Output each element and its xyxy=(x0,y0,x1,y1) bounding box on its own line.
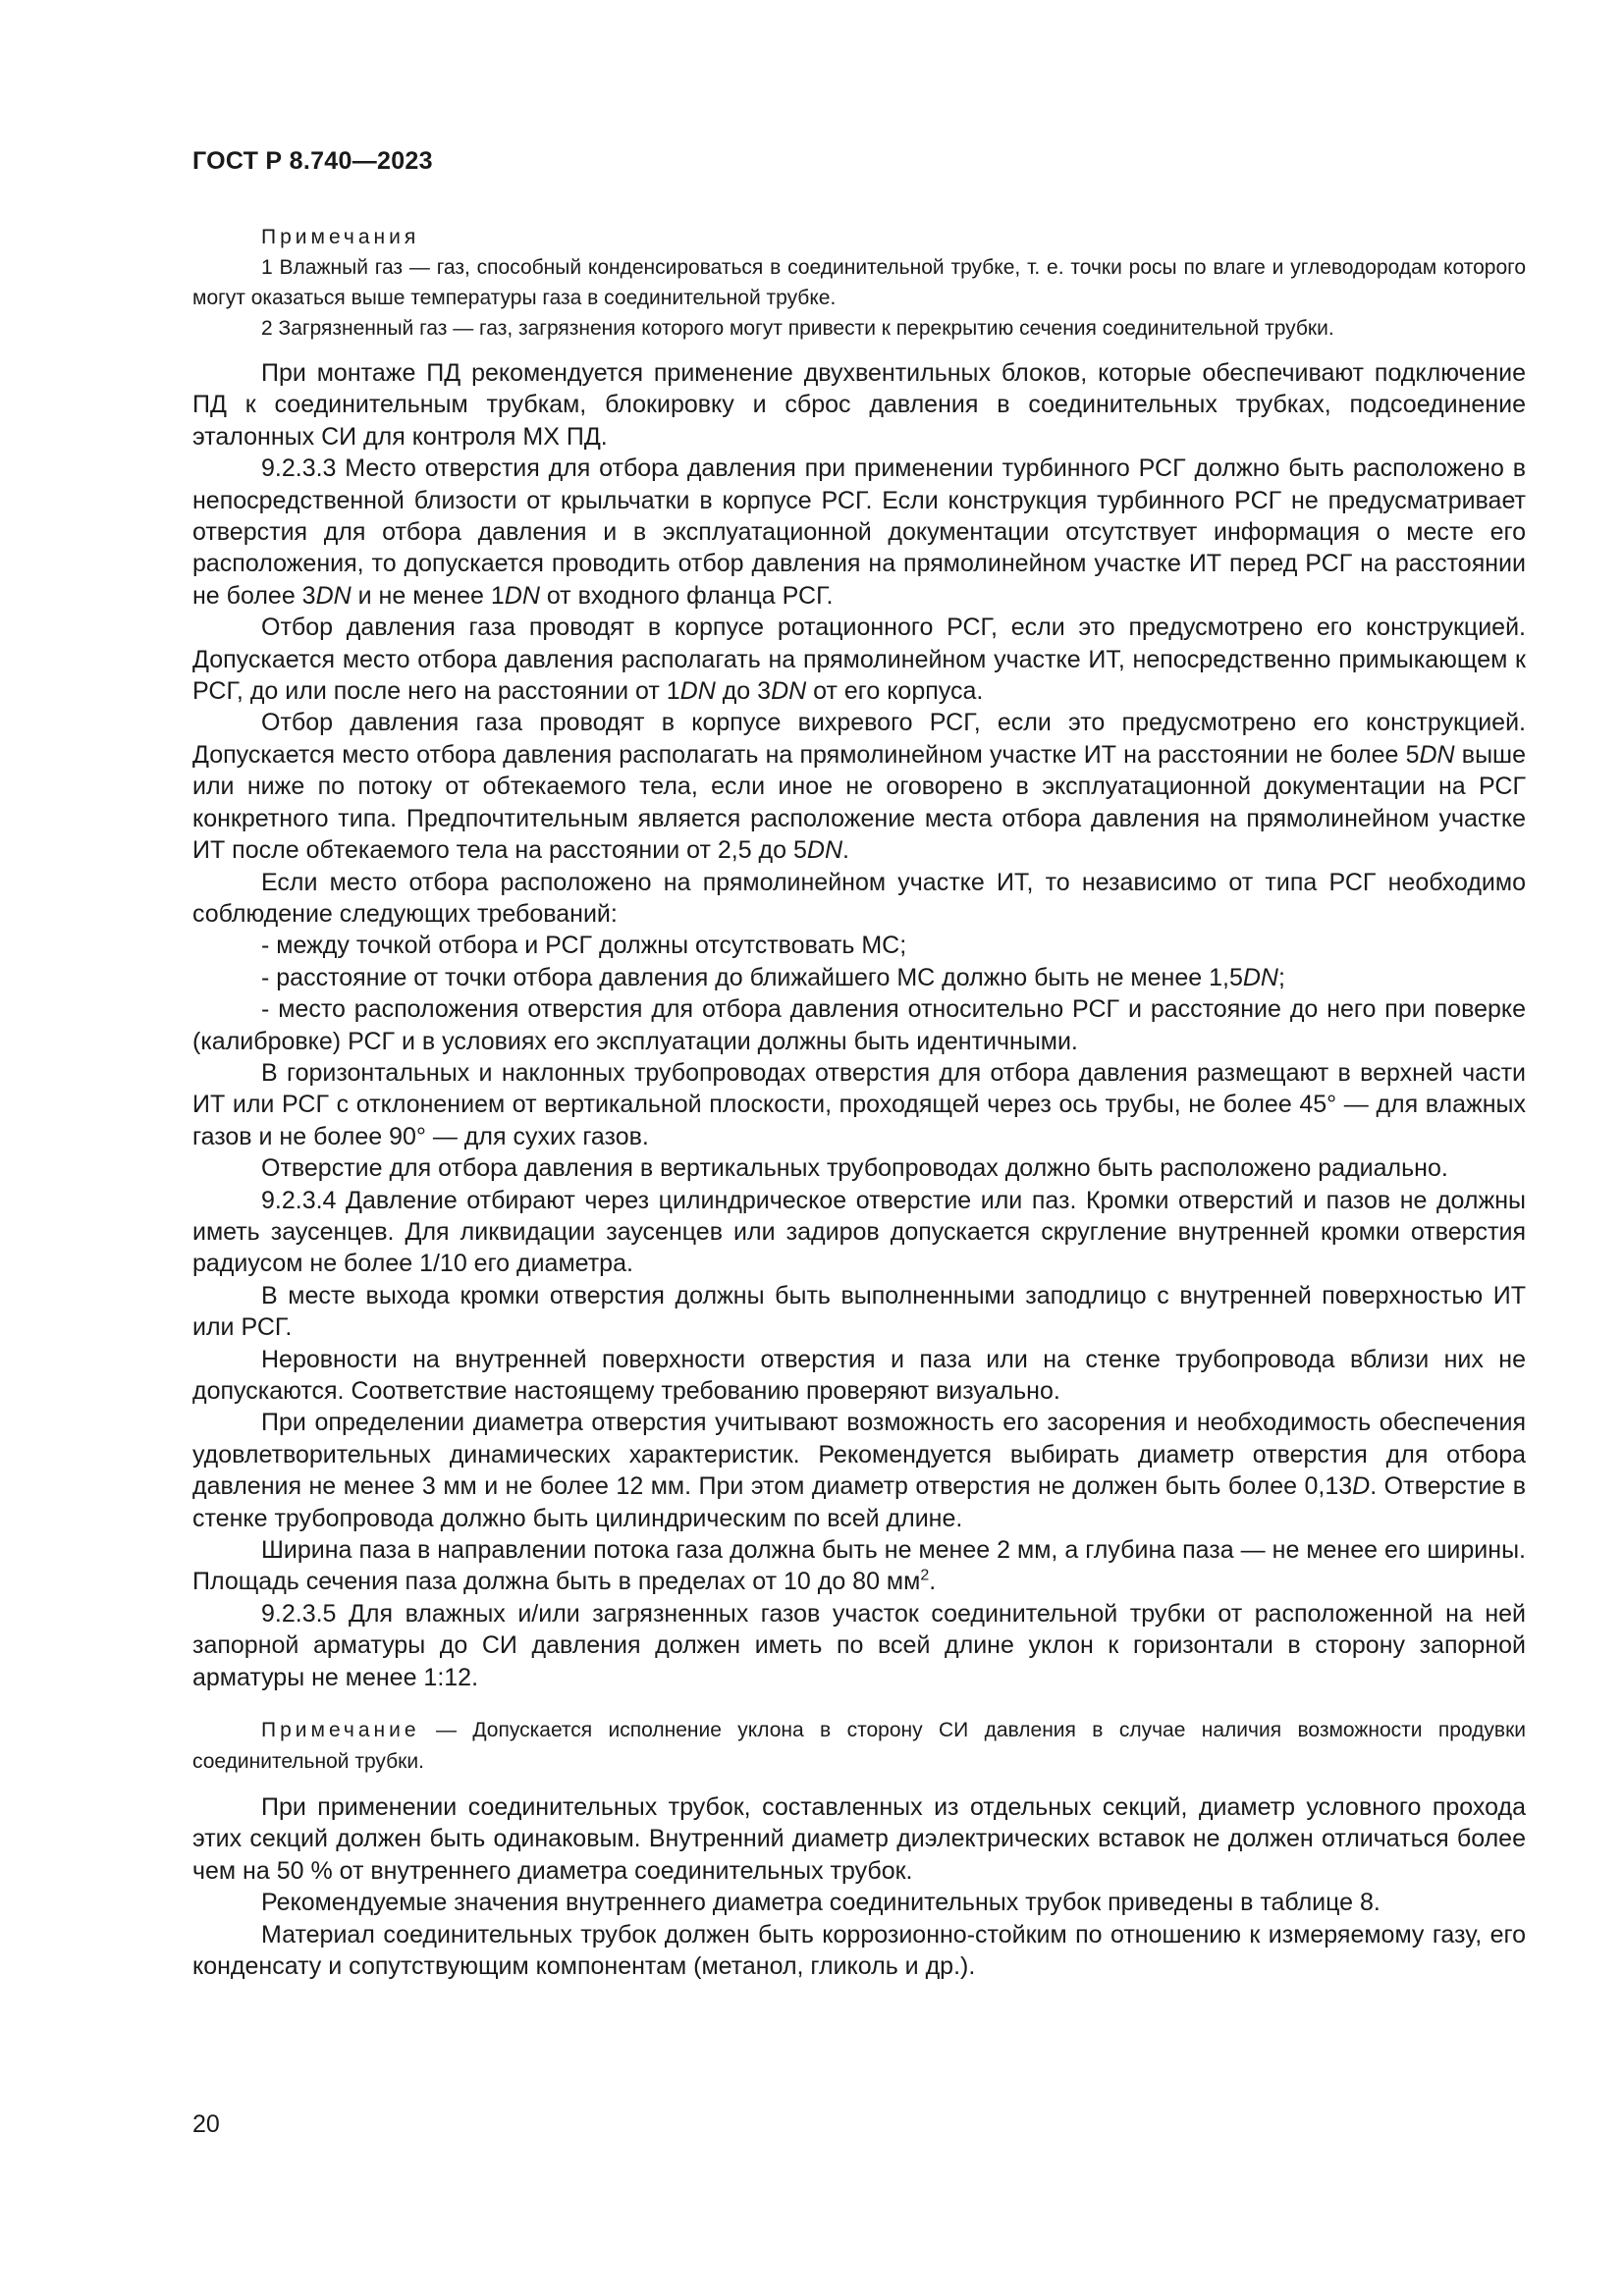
dn-symbol: DN xyxy=(1419,740,1455,769)
d-symbol: D xyxy=(1352,1472,1371,1501)
note-slope: Примечание — Допускается исполнение уклона в сторону СИ давления в случае наличия возможности продувки соединительной трубки. xyxy=(192,1719,1526,1774)
list-item: - между точкой отбора и РСГ должны отсутствовать МС; xyxy=(261,932,907,960)
paragraph-9-2-3-5: 9.2.3.5 Для влажных и/или загрязненных газов участок соединительной трубки от расположенной на ней запорной арматуры до СИ давления должен иметь по всей длине уклон к горизонтали в сторону запорной арматуры не менее 1:12. xyxy=(192,1599,1526,1691)
list-item: - место расположения отверстия для отбора давления относительно РСГ и расстояние до него при поверке (калибровке) РСГ и в условиях его эксплуатации должны быть идентичными. xyxy=(192,995,1526,1055)
paragraph-monitoring: При монтаже ПД рекомендуется применение двухвентильных блоков, которые обеспечивают подключение ПД к соединительным трубкам, блокировку и сброс давления в соединительных трубках, подсоединение эталонных СИ для контроля МХ ПД. xyxy=(192,359,1526,451)
dn-symbol: DN xyxy=(771,677,807,706)
paragraph-table-ref: Рекомендуемые значения внутреннего диаметра соединительных трубок приведены в таблице 8. xyxy=(261,1889,1380,1917)
superscript: 2 xyxy=(920,1568,930,1585)
paragraph-sections: При применении соединительных трубок, составленных из отдельных секций, диаметр условного прохода этих секций должен быть одинаковым. Внутренний диаметр диэлектрических вставок не должен отличаться более чем на 50 % от внутреннего диаметра соединительных трубок. xyxy=(192,1793,1526,1885)
paragraph-horizontal: В горизонтальных и наклонных трубопроводах отверстия для отбора давления размещают в верхней части ИТ или РСГ с отклонением от вертикальной плоскости, проходящей через ось трубы, не более 45° — для влажных газов и не более 90° — для сухих газов. xyxy=(192,1058,1526,1150)
notes-title: Примечания xyxy=(261,226,420,248)
note-item: 1 Влажный газ — газ, способный конденсироваться в соединительной трубке, т. е. точки росы по влаге и углеводородам которого могут оказаться выше температуры газа в соединительной трубке. xyxy=(192,256,1526,309)
paragraph-requirements: Если место отбора расположено на прямолинейном участке ИТ, то независимо от типа РСГ необходимо соблюдение следующих требований: xyxy=(192,868,1526,928)
paragraph-material: Материал соединительных трубок должен быть коррозионно-стойким по отношению к измеряемому газу, его конденсату и сопутствующим компонентам (метанол, гликоль и др.). xyxy=(192,1920,1526,1981)
dn-symbol: DN xyxy=(806,836,843,865)
dn-symbol: DN xyxy=(315,581,352,610)
paragraph-diameter: При определении диаметра отверстия учитывают возможность его засорения и необходимость обеспечения удовлетворительных динамических характеристик. Рекомендуется выбирать диаметр отверстия для отбора давления не менее 3 мм и не более 12 мм. При этом диаметр отверстия не должен быть более 0,13D. Отверстие в стенке трубопровода должно быть цилиндрическим по всей длине. xyxy=(192,1409,1526,1532)
dn-symbol: DN xyxy=(679,677,716,706)
page-content xyxy=(192,222,1526,1983)
paragraph-vertical: Отверстие для отбора давления в вертикальных трубопроводах должно быть расположено радиально. xyxy=(261,1154,1448,1183)
dn-symbol: DN xyxy=(504,581,540,610)
list-item: - расстояние от точки отбора давления до ближайшего МС должно быть не менее 1,5DN; xyxy=(261,963,1285,991)
paragraph-vortex: Отбор давления газа проводят в корпусе вихревого РСГ, если это предусмотрено его конструкцией. Допускается место отбора давления располагать на прямолинейном участке ИТ на расстоянии не более 5DN выше или ниже по потоку от обтекаемого тела, если иное не оговорено в эксплуатационной документации на РСГ конкретного типа. Предпочтительным является расположение места отбора давления на прямолинейном участке ИТ после обтекаемого тела на расстоянии от 2,5 до 5DN. xyxy=(192,709,1526,865)
document-header: ГОСТ Р 8.740—2023 xyxy=(192,147,433,175)
paragraph-roughness: Неровности на внутренней поверхности отверстия и паза или на стенке трубопровода вблизи них не допускаются. Соответствие настоящему требованию проверяют визуально. xyxy=(192,1345,1526,1405)
note-item: 2 Загрязненный газ — газ, загрязнения которого могут привести к перекрытию сечения соединительной трубки. xyxy=(261,317,1334,340)
dn-symbol: DN xyxy=(1242,963,1278,991)
notes-block xyxy=(192,222,1526,344)
note-label: Примечание xyxy=(261,1719,420,1742)
paragraph-rotary: Отбор давления газа проводят в корпусе ротационного РСГ, если это предусмотрено его конструкцией. Допускается место отбора давления располагать на прямолинейном участке ИТ, непосредственно примыкающем к РСГ, до или после него на расстоянии от 1DN до 3DN от его корпуса. xyxy=(192,614,1526,706)
paragraph-edge: В месте выхода кромки отверстия должны быть выполненными заподлицо с внутренней поверхностью ИТ или РСГ. xyxy=(192,1281,1526,1342)
page-number: 20 xyxy=(192,2110,220,2138)
paragraph-9-2-3-3: 9.2.3.3 Место отверстия для отбора давления при применении турбинного РСГ должно быть расположено в непосредственной близости от крыльчатки в корпусе РСГ. Если конструкция турбинного РСГ не предусматривает отверстия для отбора давления и в эксплуатационной документации отсутствует информация о месте его расположения, то допускается проводить отбор давления на прямолинейном участке ИТ перед РСГ на расстоянии не более 3DN и не менее 1DN от входного фланца РСГ. xyxy=(192,454,1526,610)
paragraph-9-2-3-4: 9.2.3.4 Давление отбирают через цилиндрическое отверстие или паз. Кромки отверстий и пазов не должны иметь заусенцев. Для ликвидации заусенцев или задиров допускается скругление внутренней кромки отверстия радиусом не более 1/10 его диаметра. xyxy=(192,1186,1526,1278)
paragraph-slot: Ширина паза в направлении потока газа должна быть не менее 2 мм, а глубина паза — не менее его ширины. Площадь сечения паза должна быть в пределах от 10 до 80 $мм^2$. xyxy=(192,1536,1526,1596)
